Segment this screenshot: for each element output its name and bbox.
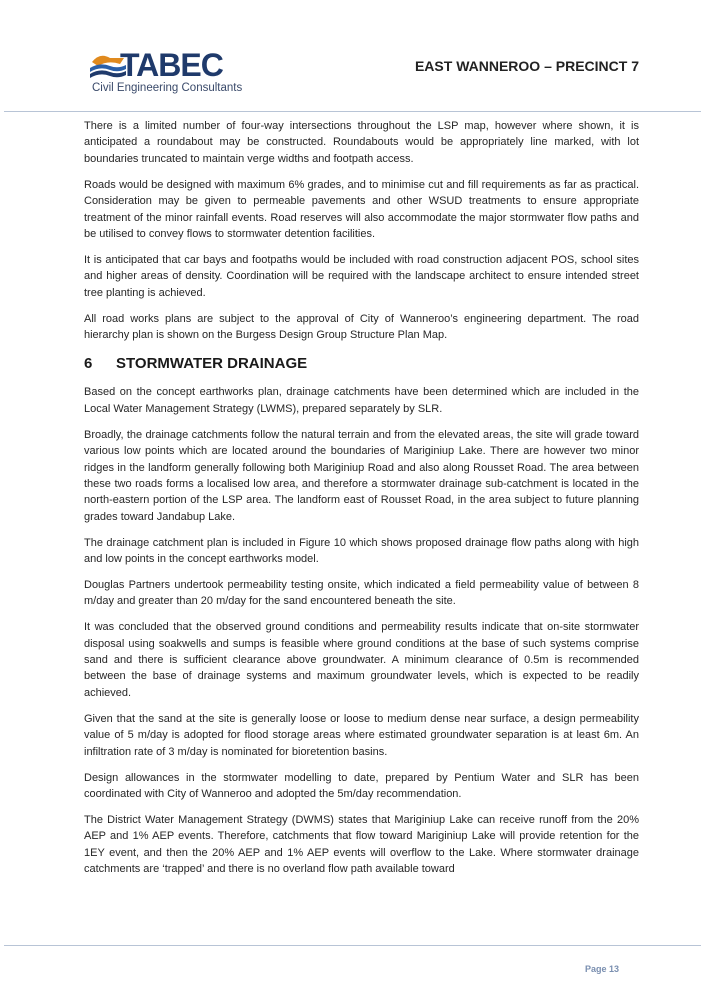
body-paragraph: All road works plans are subject to the approval of City of Wanneroo’s engineering department. The road hierarchy plan is shown on the Burgess Design Group Structure Plan Map.	[84, 312, 639, 341]
body-paragraph: It was concluded that the observed ground conditions and permeability results indicate that on-site stormwater disposal using soakwells and sumps is feasible where ground conditions at the base of such systems comprise sand and there is sufficient clearance above groundwater. A minimum clearance of 0.5m is recommended between the base of drainage systems and maximum groundwater levels, which is expected to be readily achieved.	[84, 621, 639, 699]
body-paragraph: There is a limited number of four-way intersections throughout the LSP map, however where shown, it is anticipated a roundabout may be constructed. Roundabouts would be appropriately line marked, with lot boundaries truncated to maintain verge widths and footpath access.	[84, 120, 639, 165]
body-paragraph: Broadly, the drainage catchments follow the natural terrain and from the elevated areas, the site will grade toward various low points which are located around the boundaries of Mariginiup Lake. There are however two minor ridges in the landform generally following both Mariginiup Road and also along Rousset Road. The area between these two roads forms a localised low area, and therefore a stormwater drainage sub-catchment is located in the north-eastern portion of the LSP area. The landform east of Rousset Road, in the area subject to future planning grades toward Jandabup Lake.	[84, 428, 639, 523]
section-title: STORMWATER DRAINAGE	[116, 355, 308, 373]
tabec-logo	[90, 47, 255, 100]
footer-divider	[4, 945, 701, 946]
section-heading	[84, 355, 639, 372]
page-header	[0, 0, 705, 112]
logo-subtitle: Civil Engineering Consultants	[92, 82, 243, 94]
body-paragraph: Douglas Partners undertook permeability testing onsite, which indicated a field permeability value of between 8 m/day and greater than 20 m/day for the sand encountered beneath the site.	[84, 578, 639, 608]
page-body	[84, 118, 639, 887]
page-number: Page 13	[584, 964, 619, 974]
body-paragraph: The drainage catchment plan is included in Figure 10 which shows proposed drainage flow paths along with high and low points in the concept earthworks model.	[84, 536, 639, 566]
body-paragraph: Design allowances in the stormwater modelling to date, prepared by Pentium Water and SLR has been coordinated with City of Wanneroo and adopted the 5m/day recommendation.	[84, 771, 639, 800]
body-paragraph: It is anticipated that car bays and footpaths would be included with road construction adjacent POS, school sites and higher areas of density. Coordination will be required with the landscape architect to ensure intended street tree planting is achieved.	[84, 253, 639, 299]
body-paragraph: Given that the sand at the site is generally loose or loose to medium dense near surface, a design permeability value of 5 m/day is adopted for flood storage areas where estimated groundwater separation is at least 6m. An infiltration rate of 3 m/day is nominated for bioretention basins.	[84, 712, 639, 758]
section-number: 6	[84, 355, 93, 373]
body-paragraph: Roads would be designed with maximum 6% grades, and to minimise cut and fill requirements as far as practical. Consideration may be given to permeable pavements and other WSUD treatments to ensure appropriate treatment of the minor rainfall events. Road reserves will also accommodate the major stormwater flow paths and be utilised to convey flows to stormwater detention facilities.	[84, 178, 639, 240]
logo-wordmark: TABEC	[120, 47, 223, 83]
document-title: EAST WANNEROO – PRECINCT 7	[414, 58, 639, 74]
header-divider	[4, 111, 701, 112]
body-paragraph: Based on the concept earthworks plan, drainage catchments have been determined which are included in the Local Water Management Strategy (LWMS), prepared separately by SLR.	[84, 386, 639, 415]
body-paragraph: The District Water Management Strategy (DWMS) states that Mariginiup Lake can receive runoff from the 20% AEP and 1% AEP events. Therefore, catchments that flow toward Mariginiup Lake will provide retention for the 1EY event, and then the 20% AEP and 1% AEP events will overflow to the Lake. Where stormwater drainage catchments are ‘trapped’ and there is no overland flow path available toward	[84, 813, 639, 876]
